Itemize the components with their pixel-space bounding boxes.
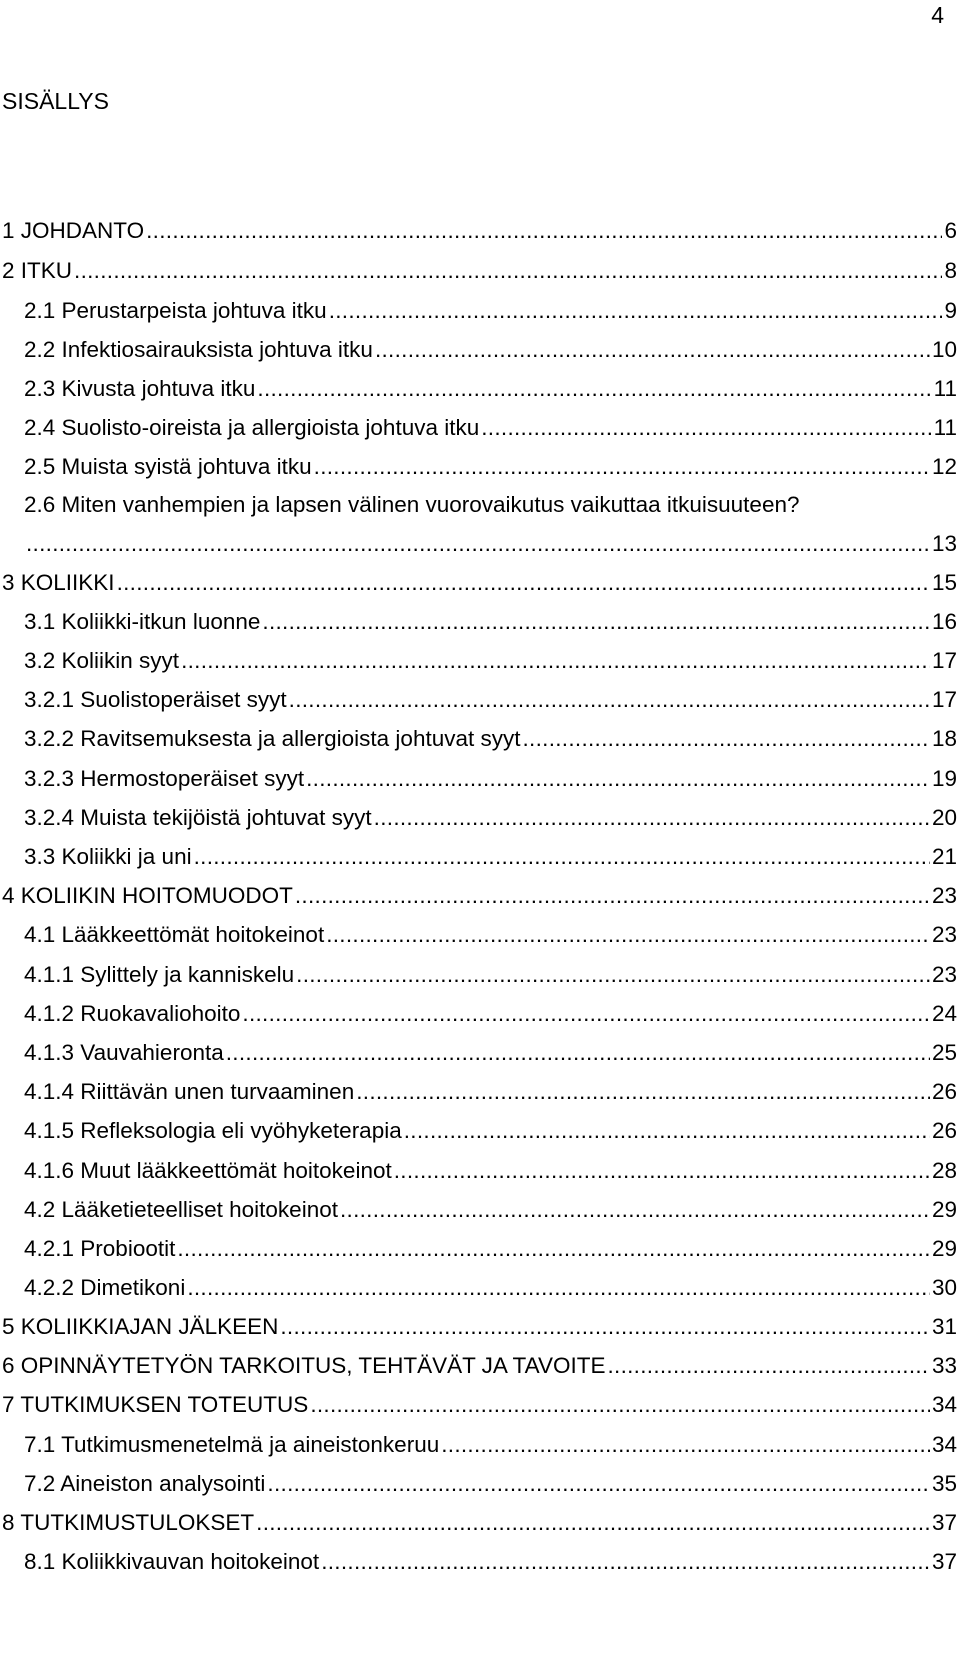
toc-entry[interactable] [2, 296, 957, 326]
toc-entry[interactable] [2, 1351, 957, 1381]
toc-entry-title: 8 TUTKIMUSTULOKSET [2, 1510, 255, 1535]
toc-entry[interactable] [2, 764, 957, 794]
toc-leader-dots [146, 216, 942, 246]
toc-leader-dots [404, 1116, 930, 1146]
toc-entry-page: 13 [931, 531, 957, 556]
toc-entry-title: 5 KOLIIKKIAJAN JÄLKEEN [2, 1314, 279, 1339]
toc-entry[interactable] [2, 413, 957, 443]
toc-entry-title: 3.3 Koliikki ja uni [24, 844, 192, 869]
toc-entry[interactable] [2, 568, 957, 598]
toc-entry[interactable] [2, 1390, 957, 1420]
toc-entry-page: 21 [931, 844, 957, 869]
toc-entry[interactable] [2, 1116, 957, 1146]
toc-entry-page: 19 [931, 766, 957, 791]
toc-leader-dots [187, 1273, 930, 1303]
toc-entry-title: 3.2.2 Ravitsemuksesta ja allergioista johtuvat syyt [24, 726, 521, 751]
toc-entry-page: 15 [931, 570, 957, 595]
toc-entry-title: 2.3 Kivusta johtuva itku [24, 376, 256, 401]
toc-entry-title: 4.1 Lääkkeettömät hoitokeinot [24, 922, 325, 947]
toc-entry-title: 4.1.4 Riittävän unen turvaaminen [24, 1079, 355, 1104]
toc-entry-page: 29 [931, 1197, 957, 1222]
toc-entry[interactable] [2, 881, 957, 911]
toc-leader-dots [340, 1195, 930, 1225]
toc-leader-dots [314, 452, 930, 482]
toc-entry[interactable] [2, 1469, 957, 1499]
toc-entry[interactable] [2, 1077, 957, 1107]
toc-entry[interactable] [2, 216, 957, 246]
toc-entry-title: 1 JOHDANTO [2, 218, 145, 243]
toc-entry-title: 4.2 Lääketieteelliset hoitokeinot [24, 1197, 338, 1222]
toc-entry-page: 37 [931, 1510, 957, 1535]
toc-entry[interactable] [2, 256, 957, 286]
toc-leader-dots [74, 256, 942, 286]
toc-entry-page: 33 [931, 1353, 957, 1378]
toc-entry-page: 10 [931, 337, 957, 362]
toc-leader-dots [177, 1234, 930, 1264]
toc-entry-title: 2.1 Perustarpeista johtuva itku [24, 298, 327, 323]
toc-entry[interactable] [2, 842, 957, 872]
toc-entry-title: 3.2.3 Hermostoperäiset syyt [24, 766, 305, 791]
toc-entry-title: 4.2.1 Probiootit [24, 1236, 176, 1261]
toc-entry[interactable] [2, 646, 957, 676]
toc-leader-dots [441, 1430, 930, 1460]
toc-entry[interactable] [2, 1430, 957, 1460]
toc-entry[interactable] [2, 1195, 957, 1225]
toc-leader-dots [374, 803, 930, 833]
toc-entry-title: 8.1 Koliikkivauvan hoitokeinot [24, 1549, 320, 1574]
toc-leader-dots [394, 1156, 930, 1186]
toc-entry[interactable] [2, 1156, 957, 1186]
toc-entry-title: 4.1.1 Sylittely ja kanniskelu [24, 962, 295, 987]
toc-entry-page: 11 [933, 415, 957, 440]
toc-leader-dots [296, 960, 930, 990]
toc-entry-title: 3.1 Koliikki-itkun luonne [24, 609, 261, 634]
toc-entry[interactable] [2, 1312, 957, 1342]
toc-leader-dots [321, 1547, 930, 1577]
toc-entry-title: 3.2 Koliikin syyt [24, 648, 180, 673]
toc-entry[interactable] [2, 1038, 957, 1068]
toc-leader-dots [289, 685, 930, 715]
toc-leader-dots [607, 1351, 930, 1381]
toc-entry[interactable] [2, 335, 957, 365]
toc-leader-dots [256, 1508, 930, 1538]
toc-leader-dots [267, 1469, 930, 1499]
page-number: 4 [931, 2, 944, 28]
toc-entry-page: 16 [931, 609, 957, 634]
toc-entry-title: 2.4 Suolisto-oireista ja allergioista johtuva itku [24, 415, 480, 440]
toc-entry[interactable] [2, 607, 957, 637]
toc-entry-title: 3.2.1 Suolistoperäiset syyt [24, 687, 287, 712]
toc-entry-page: 8 [944, 258, 957, 283]
toc-entry-page: 18 [931, 726, 957, 751]
toc-entry-page: 23 [931, 922, 957, 947]
toc-entry-page: 29 [931, 1236, 957, 1261]
toc-entry-title: 6 OPINNÄYTETYÖN TARKOITUS, TEHTÄVÄT JA TAVOITE [2, 1353, 606, 1378]
toc-leader-dots [117, 568, 930, 598]
toc-entry[interactable] [2, 374, 957, 404]
toc-entry[interactable] [2, 1508, 957, 1538]
toc-entry-page: 30 [931, 1275, 957, 1300]
toc-entry-page: 35 [931, 1471, 957, 1496]
toc-leader-dots [280, 1312, 930, 1342]
toc-leader-dots [326, 920, 930, 950]
toc-entry-page: 34 [931, 1432, 957, 1457]
toc-entry-page: 23 [931, 883, 957, 908]
toc-entry-page: 26 [931, 1079, 957, 1104]
toc-entry[interactable] [2, 685, 957, 715]
toc-leader-dots [194, 842, 930, 872]
toc-leader-dots [242, 999, 930, 1029]
toc-entry[interactable] [2, 1273, 957, 1303]
toc-leader-dots [522, 724, 929, 754]
toc-entry-title: 3.2.4 Muista tekijöistä johtuvat syyt [24, 805, 372, 830]
toc-leader-dots [226, 1038, 930, 1068]
toc-entry-page: 34 [931, 1392, 957, 1417]
toc-entry-title: 4.2.2 Dimetikoni [24, 1275, 186, 1300]
toc-entry-title: 2 ITKU [2, 258, 73, 283]
toc-entry-title: 7 TUTKIMUKSEN TOTEUTUS [2, 1392, 309, 1417]
toc-entry-title: 4.1.3 Vauvahieronta [24, 1040, 224, 1065]
toc-entry-page: 17 [931, 687, 957, 712]
toc-leader-dots [375, 335, 930, 365]
toc-entry[interactable] [2, 920, 957, 950]
toc-entry-title: 4.1.5 Refleksologia eli vyöhyketerapia [24, 1118, 402, 1143]
toc-entry-page: 9 [944, 298, 957, 323]
toc-entry[interactable] [2, 960, 957, 990]
toc-entry-title: 4.1.2 Ruokavaliohoito [24, 1001, 241, 1026]
toc-leader-dots [481, 413, 931, 443]
toc-entry-page: 23 [931, 962, 957, 987]
toc-entry-title: 4.1.6 Muut lääkkeettömät hoitokeinot [24, 1158, 392, 1183]
toc-entry-page: 17 [931, 648, 957, 673]
toc-entry-title: 2.6 Miten vanhempien ja lapsen välinen vuorovaikutus vaikuttaa itkuisuuteen? [24, 492, 800, 517]
toc-entry-page: 31 [931, 1314, 957, 1339]
toc-heading: SISÄLLYS [2, 88, 109, 114]
toc-entry-title: 2.5 Muista syistä johtuva itku [24, 454, 312, 479]
toc-entry[interactable] [2, 490, 957, 520]
toc-entry-title: 7.1 Tutkimusmenetelmä ja aineistonkeruu [24, 1432, 440, 1457]
toc-leader-dots [310, 1390, 930, 1420]
toc-entry-page: 24 [931, 1001, 957, 1026]
toc-leader-dots [181, 646, 930, 676]
toc-entry-page: 12 [931, 454, 957, 479]
toc-leader-dots [295, 881, 930, 911]
toc-entry-continuation [2, 529, 957, 559]
toc-entry-page: 11 [933, 376, 957, 401]
toc-leader-dots [306, 764, 930, 794]
toc-leader-dots [262, 607, 930, 637]
toc-entry-title: 7.2 Aineiston analysointi [24, 1471, 266, 1496]
toc-leader-dots [257, 374, 931, 404]
toc-entry-title: 4 KOLIIKIN HOITOMUODOT [2, 883, 293, 908]
toc-entry[interactable] [2, 724, 957, 754]
toc-entry[interactable] [2, 1547, 957, 1577]
toc-entry-page: 26 [931, 1118, 957, 1143]
toc-entry-page: 6 [944, 218, 957, 243]
toc-entry-page: 28 [931, 1158, 957, 1183]
toc-leader-dots [356, 1077, 930, 1107]
toc-entry[interactable] [2, 452, 957, 482]
toc-entry-title: 2.2 Infektiosairauksista johtuva itku [24, 337, 373, 362]
toc-entry-page: 25 [931, 1040, 957, 1065]
toc-entry[interactable] [2, 999, 957, 1029]
toc-leader-dots [26, 529, 930, 559]
toc-entry[interactable] [2, 803, 957, 833]
toc-entry-page: 37 [931, 1549, 957, 1574]
toc-leader-dots [329, 296, 943, 326]
toc-entry-title: 3 KOLIIKKI [2, 570, 115, 595]
toc-entry[interactable] [2, 1234, 957, 1264]
toc-entry-page: 20 [931, 805, 957, 830]
